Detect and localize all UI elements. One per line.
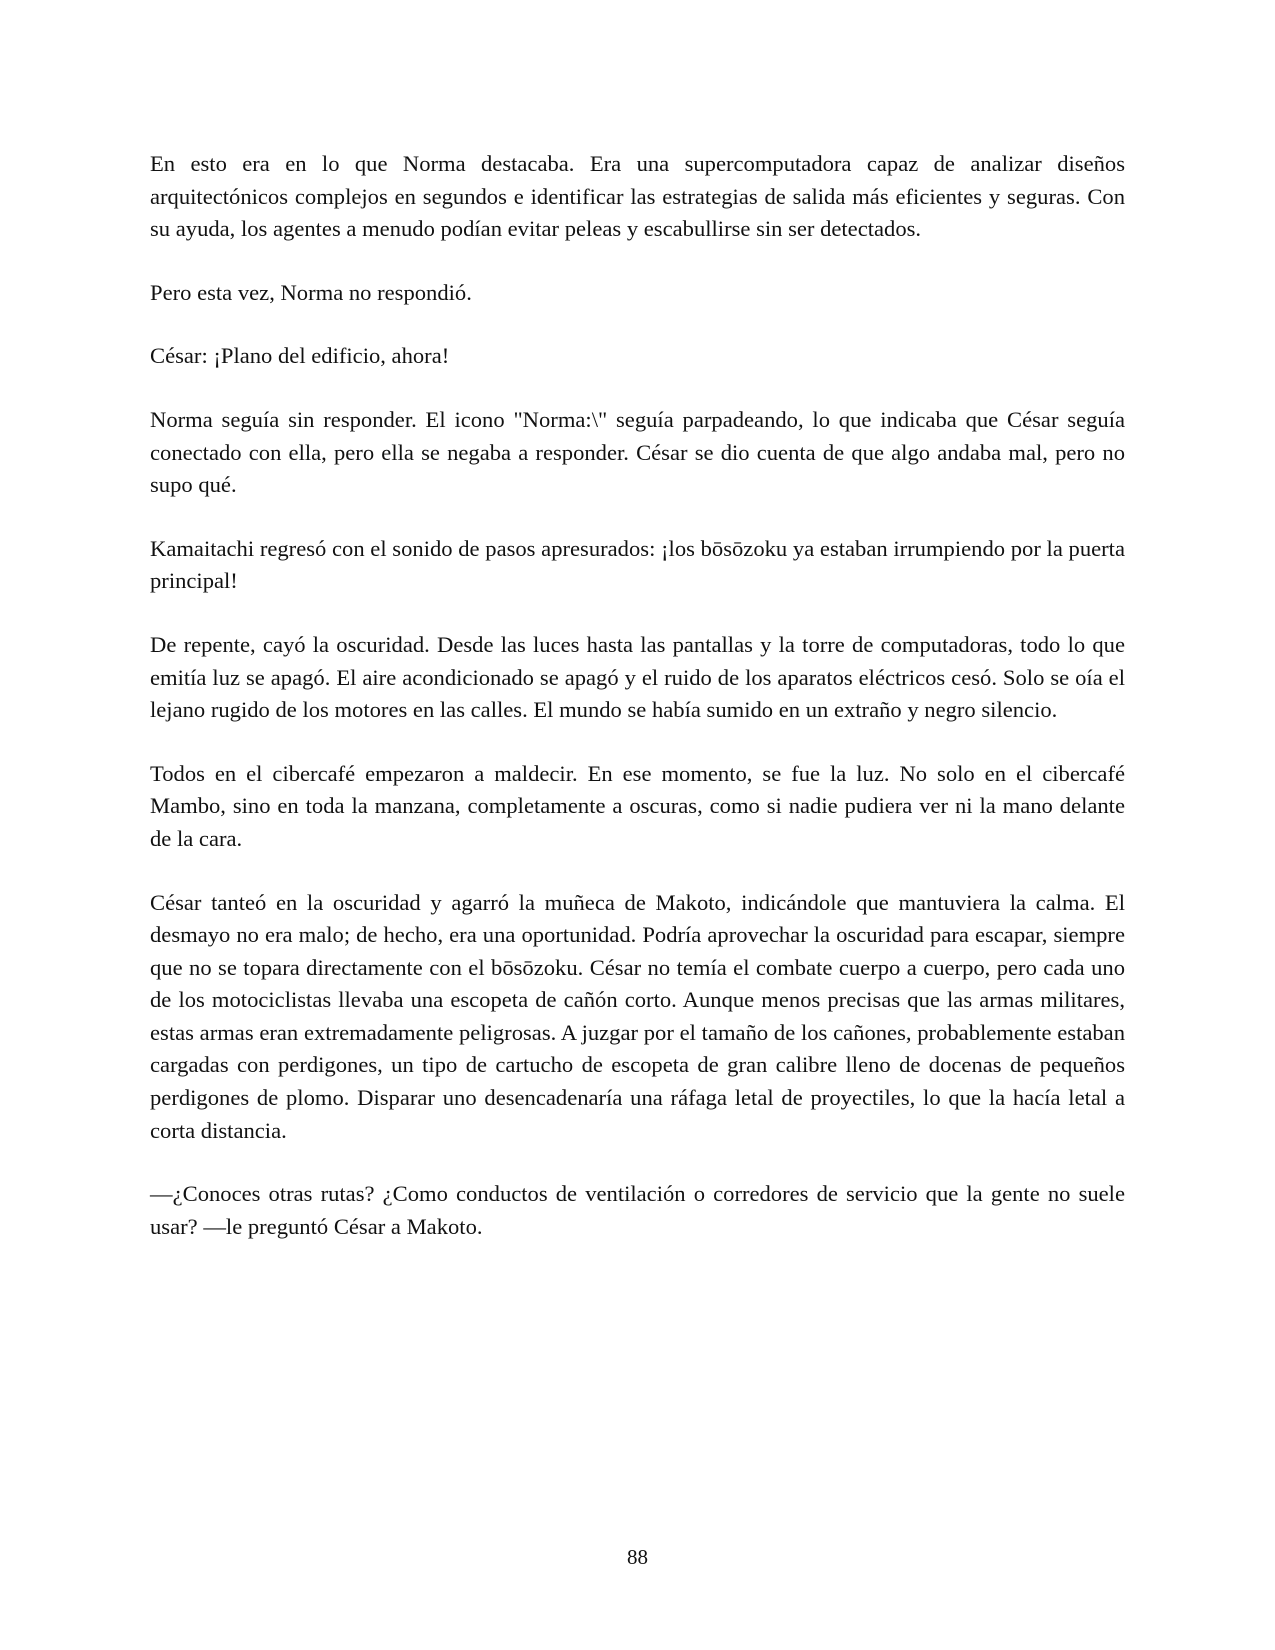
- paragraph-9: —¿Conoces otras rutas? ¿Como conductos de ventilación o corredores de servicio que la gente no suele usar? —le preguntó César a Makoto.: [150, 1181, 1125, 1239]
- paragraph-8: César tanteó en la oscuridad y agarró la muñeca de Makoto, indicándole que mantuviera la calma. El desmayo no era malo; de hecho, era una oportunidad. Podría aprovechar la oscuridad para escapar, siempre que no se topara directamente con el bōsōzoku. César no temía el combate cuerpo a cuerpo, pero cada uno de los motociclistas llevaba una escopeta de cañón corto. Aunque menos precisas que las armas militares, estas armas eran extremadamente peligrosas. A juzgar por el tamaño de los cañones, probablemente estaban cargadas con perdigones, un tipo de cartucho de escopeta de gran calibre lleno de docenas de pequeños perdigones de plomo. Disparar uno desencadenaría una ráfaga letal de proyectiles, lo que la hacía letal a corta distancia.: [150, 889, 1125, 1143]
- paragraph-7: Todos en el cibercafé empezaron a maldecir. En ese momento, se fue la luz. No solo en el cibercafé Mambo, sino en toda la manzana, completamente a oscuras, como si nadie pudiera ver ni la mano delante de la cara.: [150, 760, 1125, 851]
- paragraph-1: En esto era en lo que Norma destacaba. Era una supercomputadora capaz de analizar diseños arquitectónicos complejos en segundos e identificar las estrategias de salida más eficientes y seguras. Con su ayuda, los agentes a menudo podían evitar peleas y escabullirse sin ser detectados.: [150, 151, 1125, 242]
- paragraph-3: César: ¡Plano del edificio, ahora!: [150, 343, 450, 369]
- paragraph-5: Kamaitachi regresó con el sonido de pasos apresurados: ¡los bōsōzoku ya estaban irrumpiendo por la puerta principal!: [150, 535, 1125, 594]
- page-number: 88: [627, 1545, 648, 1569]
- paragraph-4: Norma seguía sin responder. El icono "Norma:\" seguía parpadeando, lo que indicaba que César seguía conectado con ella, pero ella se negaba a responder. César se dio cuenta de que algo andaba mal, pero no supo qué.: [150, 406, 1125, 498]
- page-body: [150, 148, 1125, 1274]
- paragraph-6: De repente, cayó la oscuridad. Desde las luces hasta las pantallas y la torre de computadoras, todo lo que emitía luz se apagó. El aire acondicionado se apagó y el ruido de los aparatos eléctricos cesó. Solo se oía el lejano rugido de los motores en las calles. El mundo se había sumido en un extraño y negro silencio.: [150, 631, 1125, 723]
- paragraph-2: Pero esta vez, Norma no respondió.: [150, 279, 472, 305]
